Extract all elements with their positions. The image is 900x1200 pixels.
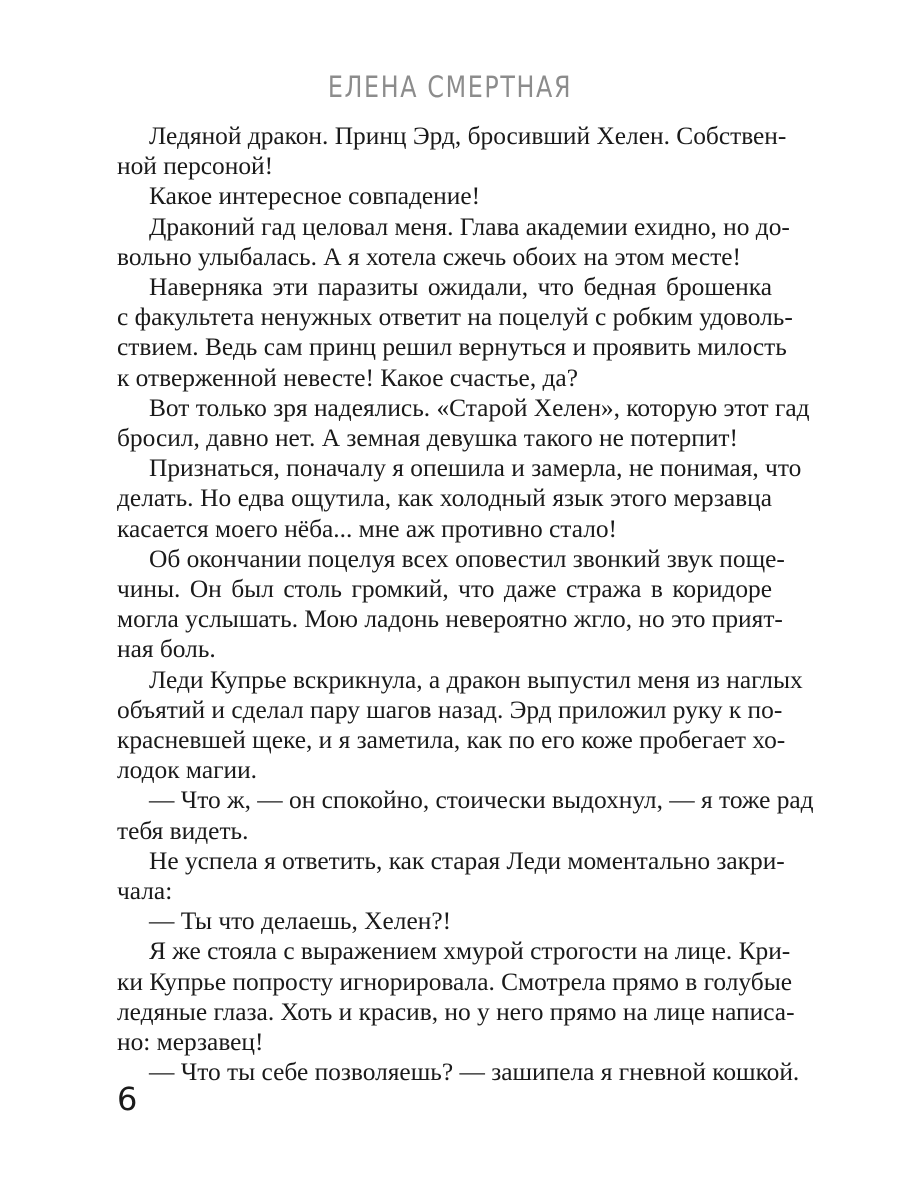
paragraph (117, 846, 785, 906)
text-line: — Что ты себе позволяешь? — зашипела я гневной кошкой. (149, 1058, 800, 1087)
text-line: Вот только зря надеялись. «Старой Хелен», которую этот гад (149, 393, 810, 422)
text-line: но: мерзавец! (117, 1028, 264, 1057)
text-line: ледяные глаза. Хоть и красив, но у него прямо на лице написа- (117, 997, 795, 1026)
text-line: Об окончании поцелуя всех оповестил звонкий звук поще- (149, 544, 785, 573)
paragraph (117, 544, 785, 665)
text-line: Наверняка эти паразиты ожидали, что бедная брошенка (149, 273, 772, 302)
text-line: Я же стояла с выражением хмурой строгости на лице. Кри- (149, 937, 791, 966)
text-line: могла услышать. Мою ладонь невероятно жгло, но это прият- (117, 605, 783, 634)
running-head-author: ЕЛЕНА СМЕРТНАЯ (327, 70, 573, 104)
paragraph (117, 272, 793, 393)
paragraph (117, 906, 772, 936)
text-line: объятий и сделал пару шагов назад. Эрд приложил руку к по- (117, 695, 783, 724)
text-line: с факультета ненужных ответит на поцелуй с робким удоволь- (117, 303, 793, 332)
text-line: чала: (117, 877, 173, 906)
text-line: чины. Он был столь громкий, что даже стража в коридоре (117, 575, 772, 604)
text-line: — Что ж, — он спокойно, стоически выдохнул, — я тоже рад (149, 786, 814, 815)
page-number: 6 (117, 1080, 138, 1118)
paragraph (117, 453, 802, 544)
text-line: Какое интересное совпадение! (149, 182, 481, 211)
text-line: Признаться, поначалу я опешила и замерла, не понимая, что (149, 454, 802, 483)
text-line: ная боль. (117, 635, 216, 664)
text-line: ки Купрье попросту игнорировала. Смотрела прямо в голубые (117, 967, 793, 996)
paragraph (117, 785, 814, 845)
text-line: Леди Купрье вскрикнула, а дракон выпустил меня из наглых (149, 665, 803, 694)
text-line: ной персоной! (117, 152, 274, 181)
text-line: красневшей щеке, и я заметила, как по его коже пробегает хо- (117, 726, 786, 755)
paragraph (117, 393, 810, 453)
text-line: — Ты что делаешь, Хелен?! (149, 907, 452, 936)
paragraph (117, 121, 787, 181)
body-text (117, 121, 814, 1088)
paragraph (117, 665, 803, 786)
text-line: бросил, давно нет. А земная девушка такого не потерпит! (117, 424, 738, 453)
text-line: Не успела я ответить, как старая Леди моментально закри- (149, 846, 785, 875)
paragraph (117, 936, 795, 1057)
text-line: тебя видеть. (117, 816, 249, 845)
paragraph (117, 181, 772, 211)
paragraph (117, 1057, 800, 1087)
text-line: к отверженной невесте! Какое счастье, да? (117, 363, 578, 392)
text-line: вольно улыбалась. А я хотела сжечь обоих на этом месте! (117, 242, 742, 271)
text-line: делать. Но едва ощутила, как холодный язык этого мерзавца (117, 484, 772, 513)
text-line: лодок магии. (117, 756, 258, 785)
text-line: Ледяной дракон. Принц Эрд, бросивший Хелен. Собствен- (149, 122, 787, 150)
paragraph (117, 212, 790, 272)
text-line: касается моего нёба... мне аж противно стало! (117, 514, 618, 543)
text-line: ствием. Ведь сам принц решил вернуться и проявить милость (117, 333, 787, 362)
text-line: Драконий гад целовал меня. Глава академии ехидно, но до- (149, 212, 790, 241)
